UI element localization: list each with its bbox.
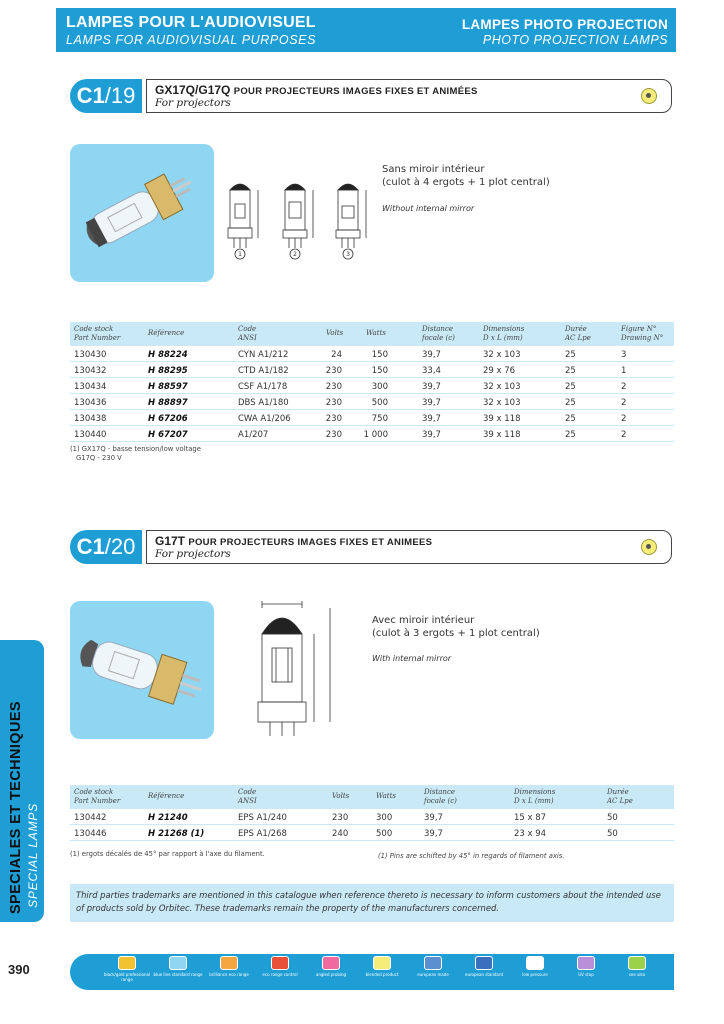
- table-cell: A1/207: [238, 430, 269, 440]
- table-cell: 130438: [74, 414, 107, 424]
- legend-label: angled probing: [315, 972, 347, 977]
- table-cell: H 67206: [148, 414, 188, 424]
- table-cell: CYN A1/212: [238, 350, 289, 360]
- table-row: [70, 395, 674, 410]
- legend-symbol-icon: [169, 956, 187, 970]
- description-en: With internal mirror: [372, 654, 452, 663]
- table-cell: 1 000: [363, 430, 388, 440]
- side-tab-title: SPECIALES ET TECHNIQUES: [8, 700, 24, 914]
- legend-icon: [151, 956, 205, 977]
- badge-number: /20: [104, 534, 136, 559]
- section-title-bar: [146, 79, 672, 113]
- page-number: 390: [8, 962, 30, 977]
- table-header: [70, 322, 674, 346]
- table-cell: 39 x 118: [483, 414, 521, 424]
- col-header: Figure N° Drawing N°: [621, 325, 664, 342]
- legend-label: blue line standard range: [153, 972, 203, 977]
- table-cell: 2: [621, 382, 627, 392]
- table-note-en: (1) Pins are schifted by 45° in regards of filament axis.: [378, 852, 565, 860]
- table-row: [70, 411, 674, 426]
- legend-label: european made: [417, 972, 449, 977]
- table-cell: 32 x 103: [483, 382, 521, 392]
- col-header: Code stock Part Number: [74, 788, 121, 805]
- table-cell: CSF A1/178: [238, 382, 288, 392]
- description-line: Avec miroir intérieur: [372, 615, 475, 626]
- col-header: Volts: [332, 792, 350, 800]
- col-header: Durée AC Lpe: [565, 325, 591, 342]
- table-cell: 39,7: [422, 382, 441, 392]
- table-note: [70, 445, 201, 463]
- table-cell: 25: [565, 350, 576, 360]
- table-cell: 2: [621, 414, 627, 424]
- table-cell: 1: [621, 366, 627, 376]
- table-cell: 25: [565, 430, 576, 440]
- symbol-icon: [641, 539, 657, 555]
- header-category-en: PHOTO PROJECTION LAMPS: [482, 33, 668, 47]
- title-code: GX17Q/G17Q: [155, 83, 231, 97]
- technical-drawing: [252, 598, 352, 748]
- table-cell: H 67207: [148, 430, 188, 440]
- description-line: Sans miroir intérieur: [382, 164, 485, 175]
- legend-label: eco range control: [262, 972, 298, 977]
- col-header: Volts: [326, 329, 344, 337]
- table-cell: 130436: [74, 398, 107, 408]
- description-line: (culot à 3 ergots + 1 plot central): [372, 628, 540, 639]
- legend-icon: [304, 956, 358, 977]
- table-cell: 230: [325, 430, 342, 440]
- table-cell: CWA A1/206: [238, 414, 291, 424]
- lamp-photo: [70, 144, 214, 282]
- product-table-c1-20: [70, 785, 674, 843]
- table-cell: 130440: [74, 430, 107, 440]
- badge-number: /19: [104, 83, 136, 108]
- header-subtitle: LAMPS FOR AUDIOVISUAL PURPOSES: [66, 33, 317, 47]
- table-cell: H 88897: [148, 398, 188, 408]
- section-title-bar: [146, 530, 672, 564]
- table-cell: 130430: [74, 350, 107, 360]
- table-cell: 500: [376, 829, 393, 839]
- table-note: (1) ergots décalés de 45° par rapport à l'axe du filament.: [70, 850, 265, 858]
- table-cell: 39,7: [422, 414, 441, 424]
- table-cell: H 21268 (1): [148, 829, 205, 839]
- legend-symbol-icon: [118, 956, 136, 970]
- col-header: Référence: [148, 329, 185, 337]
- table-row: [70, 810, 674, 825]
- table-cell: 25: [565, 366, 576, 376]
- header-title: LAMPES POUR L'AUDIOVISUEL: [66, 14, 316, 31]
- legend-label: low pressure: [522, 972, 548, 977]
- col-header: Code ANSI: [238, 788, 257, 805]
- section-subtitle: For projectors: [155, 97, 231, 109]
- note-line: G17Q - 230 V: [76, 454, 122, 462]
- trademark-notice: Third parties trademarks are mentioned in this catalogue when reference thereto is necessary to inform customers about the intended use of products sold by Orbitec. These trademarks remain the property of the manufacturers concerned.: [70, 884, 674, 922]
- description-line: (culot à 4 ergots + 1 plot central): [382, 177, 550, 188]
- title-code: G17T: [155, 534, 186, 548]
- legend-icon: [355, 956, 409, 977]
- footer-legend: [70, 954, 674, 990]
- symbol-icon: [641, 88, 657, 104]
- table-cell: H 21240: [148, 813, 188, 823]
- table-cell: 33,4: [422, 366, 441, 376]
- legend-icon: [100, 956, 154, 982]
- table-row: [70, 379, 674, 394]
- table-cell: 300: [376, 813, 393, 823]
- legend-symbol-icon: [526, 956, 544, 970]
- table-cell: 500: [371, 398, 388, 408]
- table-cell: DBS A1/180: [238, 398, 289, 408]
- table-cell: 39,7: [422, 398, 441, 408]
- table-row: [70, 826, 674, 841]
- description-fr: [382, 163, 550, 189]
- legend-symbol-icon: [271, 956, 289, 970]
- note-line: (1) GX17Q - basse tension/low voltage: [70, 445, 201, 453]
- table-cell: 300: [371, 382, 388, 392]
- table-header: [70, 785, 674, 809]
- legend-icon: [610, 956, 664, 977]
- table-cell: 240: [332, 829, 349, 839]
- product-table-c1-19: [70, 322, 674, 442]
- table-cell: 230: [325, 366, 342, 376]
- col-header: Code ANSI: [238, 325, 257, 342]
- table-cell: 2: [621, 398, 627, 408]
- description-fr: [372, 614, 540, 640]
- section-title: [155, 83, 478, 97]
- table-cell: 23 x 94: [514, 829, 547, 839]
- legend-symbol-icon: [373, 956, 391, 970]
- lamp-photo: [70, 601, 214, 739]
- drawing-label: 1: [238, 251, 242, 258]
- legend-label: blended product: [365, 972, 399, 977]
- section-badge-c1-19: [70, 79, 142, 113]
- table-cell: H 88597: [148, 382, 188, 392]
- legend-label: brilliance eco range: [209, 972, 249, 977]
- table-cell: 24: [331, 350, 342, 360]
- table-cell: CTD A1/182: [238, 366, 289, 376]
- table-cell: 29 x 76: [483, 366, 516, 376]
- legend-icon: [253, 956, 307, 977]
- table-cell: 39 x 118: [483, 430, 521, 440]
- legend-icon: [559, 956, 613, 977]
- drawing-label: 3: [346, 251, 350, 258]
- table-cell: 39,7: [422, 350, 441, 360]
- col-header: Dimensions D x L (mm): [483, 325, 525, 342]
- section-title: [155, 534, 432, 548]
- badge-main: C1: [76, 83, 105, 108]
- page-header: [56, 8, 676, 52]
- table-cell: 32 x 103: [483, 398, 521, 408]
- legend-label: see also: [628, 972, 646, 977]
- legend-icon: [406, 956, 460, 977]
- section-subtitle: For projectors: [155, 548, 231, 560]
- table-cell: 230: [325, 382, 342, 392]
- table-cell: 130442: [74, 813, 107, 823]
- legend-label: european standard: [465, 972, 503, 977]
- table-cell: 130446: [74, 829, 107, 839]
- table-cell: EPS A1/268: [238, 829, 287, 839]
- col-header: Dimensions D x L (mm): [514, 788, 556, 805]
- table-cell: 39,7: [424, 813, 443, 823]
- col-header: Durée AC Lpe: [607, 788, 633, 805]
- table-cell: 2: [621, 430, 627, 440]
- table-cell: 25: [565, 382, 576, 392]
- table-cell: 15 x 87: [514, 813, 547, 823]
- table-cell: 32 x 103: [483, 350, 521, 360]
- table-cell: 230: [325, 398, 342, 408]
- legend-symbol-icon: [628, 956, 646, 970]
- table-cell: 25: [565, 398, 576, 408]
- side-tab-subtitle: SPECIAL LAMPS: [26, 803, 40, 908]
- drawing-label: 2: [293, 251, 297, 258]
- legend-symbol-icon: [424, 956, 442, 970]
- table-row: [70, 347, 674, 362]
- section-badge-c1-20: [70, 530, 142, 564]
- table-cell: 3: [621, 350, 627, 360]
- legend-icon: [508, 956, 562, 977]
- table-cell: 39,7: [424, 829, 443, 839]
- table-cell: 50: [607, 829, 618, 839]
- col-header: Distance focale (c): [422, 325, 455, 342]
- table-cell: H 88224: [148, 350, 188, 360]
- col-header: Watts: [376, 792, 396, 800]
- legend-label: UV stop: [578, 972, 594, 977]
- table-cell: 150: [371, 366, 388, 376]
- table-cell: 750: [371, 414, 388, 424]
- col-header: Distance focale (c): [424, 788, 457, 805]
- legend-symbol-icon: [322, 956, 340, 970]
- table-cell: 39,7: [422, 430, 441, 440]
- table-row: [70, 363, 674, 378]
- table-cell: 25: [565, 414, 576, 424]
- table-cell: 130434: [74, 382, 107, 392]
- table-cell: 230: [332, 813, 349, 823]
- legend-label: black/gold professional range: [103, 972, 151, 982]
- legend-symbol-icon: [577, 956, 595, 970]
- table-cell: 130432: [74, 366, 107, 376]
- table-row: [70, 427, 674, 442]
- legend-icon: [457, 956, 511, 977]
- table-cell: 230: [325, 414, 342, 424]
- technical-drawings: [222, 168, 372, 264]
- description-en: Without internal mirror: [382, 204, 475, 213]
- legend-icon: [202, 956, 256, 977]
- title-text: POUR PROJECTEURS IMAGES FIXES ET ANIMÉES: [233, 86, 478, 97]
- table-cell: 50: [607, 813, 618, 823]
- col-header: Watts: [366, 329, 386, 337]
- badge-main: C1: [76, 534, 105, 559]
- legend-symbol-icon: [220, 956, 238, 970]
- col-header: Référence: [148, 792, 185, 800]
- table-cell: EPS A1/240: [238, 813, 287, 823]
- table-cell: 150: [371, 350, 388, 360]
- legend-symbol-icon: [475, 956, 493, 970]
- header-category: LAMPES PHOTO PROJECTION: [461, 17, 668, 32]
- title-text: POUR PROJECTEURS IMAGES FIXES ET ANIMEES: [188, 537, 433, 548]
- col-header: Code stock Part Number: [74, 325, 121, 342]
- side-tab: [0, 640, 44, 922]
- table-cell: H 88295: [148, 366, 188, 376]
